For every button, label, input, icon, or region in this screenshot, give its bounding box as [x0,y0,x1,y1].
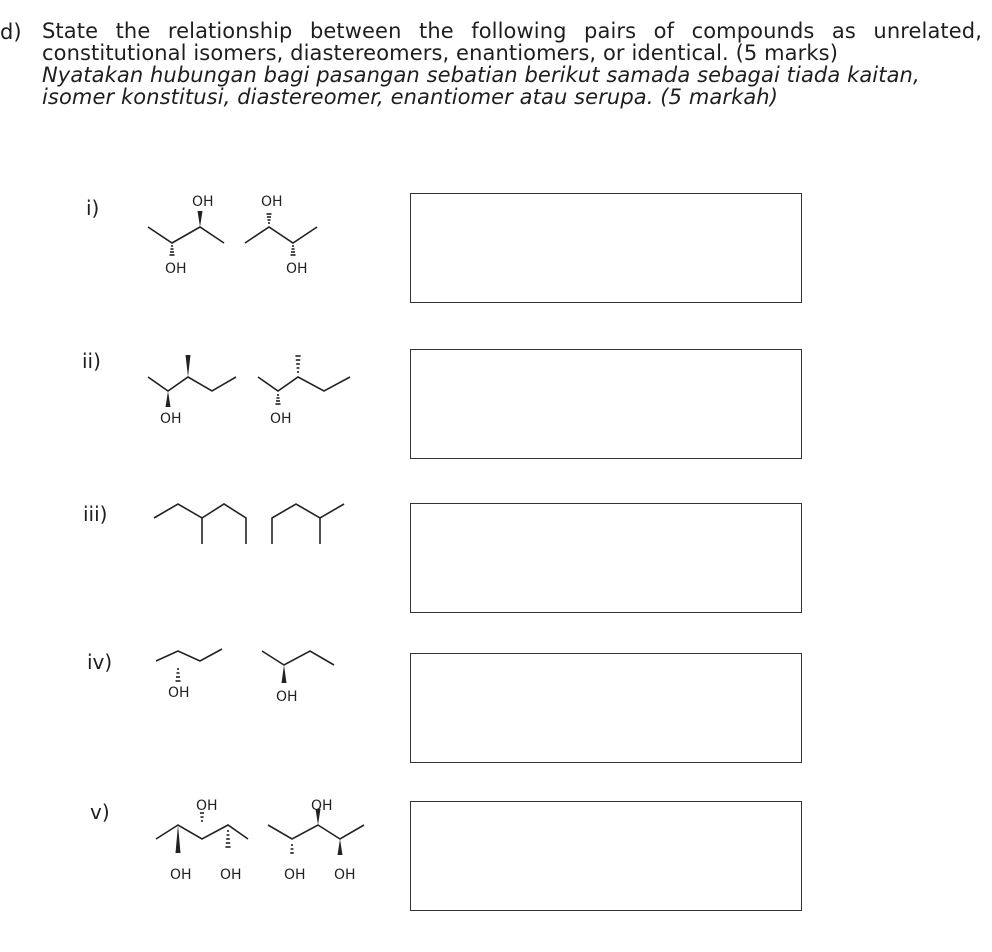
oh-label: OH [196,798,218,814]
oh-label: OH [270,411,292,427]
structure-pair-i [140,185,340,285]
oh-label: OH [276,689,298,705]
pair-label-iv: iv) [87,650,113,674]
structure-pair-v [150,795,380,890]
oh-label: OH [261,194,283,210]
answer-box-i[interactable] [410,193,802,303]
structure-pair-ii [140,345,370,435]
oh-label: OH [311,798,333,814]
structure-pair-iv [150,645,350,715]
oh-label: OH [165,261,187,277]
question-text [42,20,982,108]
oh-label: OH [284,867,306,883]
oh-label: OH [286,261,308,277]
question-text-english: State the relationship between the following pairs of compounds as unrelated, constitutional isomers, diastereomers, enantiomers, or identical. (5 marks) [42,19,982,65]
oh-label: OH [168,685,190,701]
pair-label-v: v) [90,800,110,824]
structure-pair-iii [150,500,360,550]
question-label: d) [0,20,22,44]
answer-box-v[interactable] [410,801,802,911]
question-text-malay: Nyatakan hubungan bagi pasangan sebatian berikut samada sebagai tiada kaitan, isomer konstitusi, diastereomer, enantiomer atau serupa. (5 markah) [42,63,920,109]
oh-label: OH [170,867,192,883]
pair-label-iii: iii) [83,502,108,526]
answer-box-iii[interactable] [410,503,802,613]
oh-label: OH [160,411,182,427]
oh-label: OH [192,194,214,210]
pair-label-i: i) [86,196,100,220]
answer-box-ii[interactable] [410,349,802,459]
oh-label: OH [220,867,242,883]
pair-label-ii: ii) [82,349,101,373]
oh-label: OH [334,867,356,883]
answer-box-iv[interactable] [410,653,802,763]
